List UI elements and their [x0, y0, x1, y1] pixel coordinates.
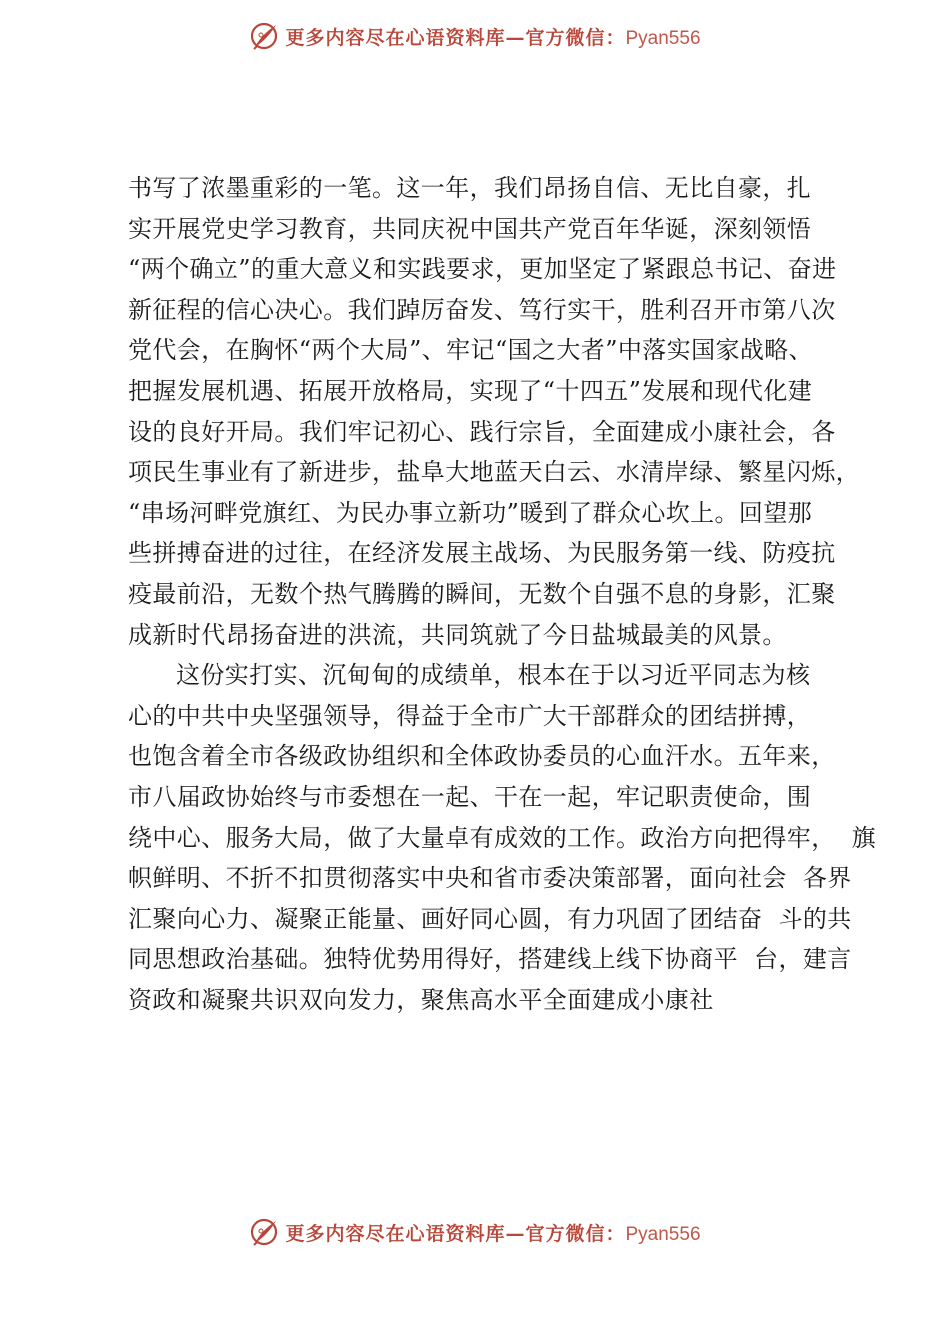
footer-site-label: 更多内容尽在心语资料库—官方微信：: [285, 1222, 626, 1245]
body-line: 绕中心、服务大局，做了大量卓有成效的工作。政治方向把得牢， 旗: [128, 823, 877, 852]
body-line: 也饱含着全市各级政协组织和全体政协委员的心血汗水。五年来，: [128, 742, 836, 771]
body-line: 这份实打实、沉甸甸的成绩单，根本在于以习近平同志为核: [176, 661, 811, 690]
body-line: “两个确立”的重大意义和实践要求，更加坚定了紧跟总书记、奋进: [128, 255, 837, 284]
body-line: 党代会，在胸怀“两个大局”、牢记“国之大者”中落实国家战略、: [128, 336, 814, 365]
body-line: 资政和凝聚共识双向发力，聚焦高水平全面建成小康社: [128, 985, 714, 1014]
body-line: 成新时代昂扬奋进的洪流，共同筑就了今日盐城最美的风景。: [128, 620, 787, 649]
body-line: 把握发展机遇、拓展开放格局，实现了“十四五”发展和现代化建: [128, 376, 813, 405]
body-line: 市八届政协始终与市委想在一起、干在一起，牢记职责使命，围: [128, 782, 812, 811]
quill-pen-logo-icon: [249, 21, 279, 51]
document-body: [128, 168, 877, 1020]
body-line: 同思想政治基础。独特优势用得好，搭建线上线下协商平 台，建言: [128, 945, 852, 974]
body-line: 新征程的信心决心。我们踔厉奋发、笃行实干，胜利召开市第八次: [128, 295, 836, 324]
body-line: 些拼搏奋进的过往，在经济发展主战场、为民服务第一线、防疫抗: [128, 539, 836, 568]
body-line: 设的良好开局。我们牢记初心、践行宗旨，全面建成小康社会，各: [128, 417, 836, 446]
body-line: 汇聚向心力、凝聚正能量、画好同心圆，有力巩固了团结奋 斗的共: [128, 904, 852, 933]
footer-banner: [0, 1212, 950, 1252]
header-site-text: [285, 23, 700, 50]
header-wechat-id: Pyan556: [625, 27, 701, 49]
body-line: 项民生事业有了新进步，盐阜大地蓝天白云、水清岸绿、繁星闪烁，: [128, 458, 860, 487]
footer-site-text: [285, 1219, 700, 1246]
body-line: “串场河畔党旗红、为民办事立新功”暖到了群众心坎上。回望那: [128, 498, 813, 527]
body-line: 疫最前沿，无数个热气腾腾的瞬间，无数个自强不息的身影，汇聚: [128, 579, 836, 608]
body-line: 心的中共中央坚强领导，得益于全市广大干部群众的团结拼搏，: [128, 701, 812, 730]
body-line: 书写了浓墨重彩的一笔。这一年，我们昂扬自信、无比自豪，扎: [128, 174, 812, 202]
header-site-label: 更多内容尽在心语资料库—官方微信：: [285, 26, 626, 49]
header-banner: [0, 16, 950, 56]
footer-wechat-id: Pyan556: [625, 1223, 701, 1245]
quill-pen-logo-icon: [249, 1217, 279, 1247]
body-line: 实开展党史学习教育，共同庆祝中国共产党百年华诞，深刻领悟: [128, 214, 812, 243]
body-line: 帜鲜明、不折不扣贯彻落实中央和省市委决策部署，面向社会 各界: [128, 864, 852, 893]
